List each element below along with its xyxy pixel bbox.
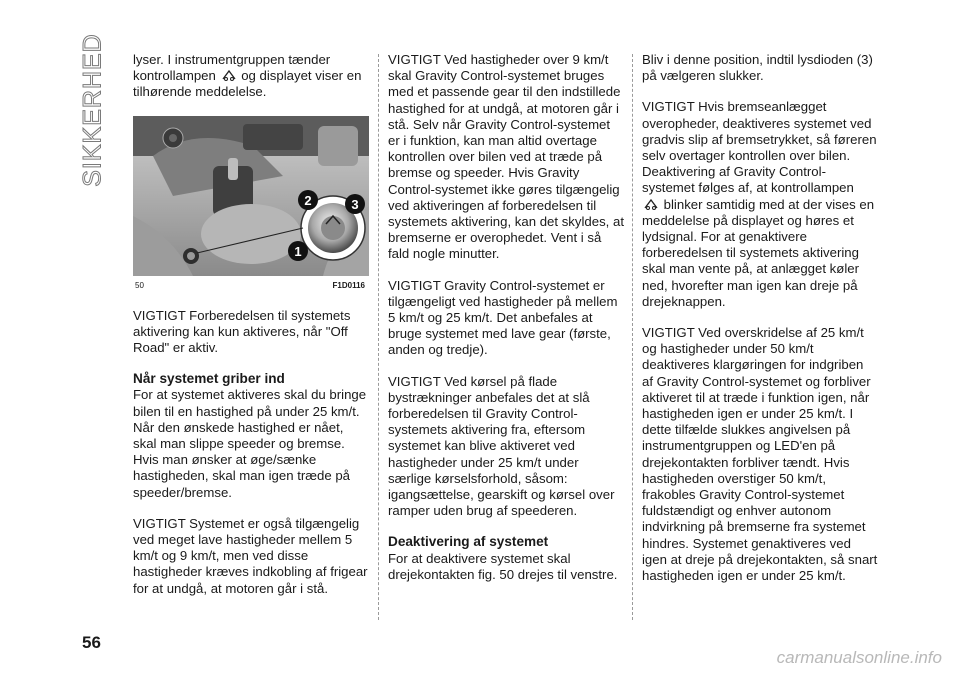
paragraph: VIGTIGT Systemet er også tilgængelig ved meget lave hastigheder mellem 5 km/t og 9 km/t, men ved disse hastigheder kræves indkobling af frigear for at undgå, at motoren går i stå. <box>133 515 368 596</box>
paragraph: For at deaktivere systemet skal drejekontakten fig. 50 drejes til venstre. <box>388 550 618 582</box>
column-3 <box>642 52 878 599</box>
paragraph: VIGTIGT Ved overskridelse af 25 km/t og hastigheder under 50 km/t deaktiveres klargøringen for indgriben af Gravity Control-systemet og forbliver aktiveret til at træde i funktion igen, når hastigheden igen er under 25 km/t. I dette tilfælde slukkes angivelsen på instrumentgruppen og LED'en på drejekontakten forbliver tændt. Hvis hastigheden overstiger 50 km/t, frakobles Gravity Control-systemet fuldstændigt og enhver autonom indvirkning på bremserne fra systemet hindres. Systemet genaktiveres ved igen at dreje på drejekontakten, så snart hastigheden igen er under 25 km/t. <box>642 325 878 584</box>
section-tab <box>78 33 108 187</box>
paragraph <box>133 52 369 101</box>
paragraph <box>642 99 878 310</box>
paragraph: VIGTIGT Forberedelsen til systemets aktivering kan kun aktiveres, når "Off Road" er aktiv. <box>133 307 351 356</box>
text-fragment: og displayet viser en tilhørende meddelelse. <box>133 68 362 100</box>
gravity-control-warning-icon <box>222 69 236 81</box>
figure-number: 50 <box>135 280 144 290</box>
column-divider <box>632 54 633 620</box>
column-2 <box>388 52 624 598</box>
page-number: 56 <box>82 633 101 652</box>
text-fragment: VIGTIGT Hvis bremseanlægget overopheder, deaktiveres systemet ved gradvis slip af bremsetrykket, så føreren selv overtager kontrollen over bilen. Deaktivering af Gravity Control-systemet følges af, at kontrollampen <box>642 99 877 196</box>
paragraph: VIGTIGT Gravity Control-systemet er tilgængeligt ved hastigheder på mellem 5 km/t og 25 km/t. Det anbefales at bruge systemet med lave gear (første, anden og tredje). <box>388 277 618 358</box>
section-heading: Når systemet griber ind <box>133 371 285 387</box>
callout-2: 2 <box>304 192 312 208</box>
figure-code: F1D0116 <box>332 280 365 290</box>
section-tab-label: SIKKERHED <box>78 33 107 187</box>
paragraph: VIGTIGT Ved kørsel på flade bystrækninger anbefales det at slå forberedelsen til Gravity Control-systemets aktivering fra, eftersom systemet kan blive aktiveret ved hastigheder under 25 km/t under særlige kørselsforhold, såsom: igangsættelse, gearskift og kørsel over ramper uden brug af speederen. <box>388 373 615 519</box>
watermark: carmanualsonline.info <box>776 648 942 667</box>
gravity-control-warning-icon <box>644 198 658 210</box>
paragraph: VIGTIGT Ved hastigheder over 9 km/t skal Gravity Control-systemet bruges med et passende gear til den indstillede hastighed for at undgå, at motoren går i stå. Selv når Gravity Control-systemet er i funktion, kan man altid overtage kontrollen over bilen ved at træde på bremse og speeder. Hvis Gravity Control-systemet ikke gøres tilgængelig ved aktiveringen af forberedelsen til systemets aktivering, kan det skyldes, at bremserne er overophedet. Vent i så fald nogle minutter. <box>388 52 625 262</box>
column-1 <box>133 52 369 612</box>
section-heading: Deaktivering af systemet <box>388 534 549 550</box>
callout-3: 3 <box>351 196 359 212</box>
figure-caption <box>133 276 369 290</box>
column-divider <box>378 54 379 620</box>
callout-1: 1 <box>294 243 302 259</box>
text-fragment: blinker samtidig med at der vises en meddelelse på displayet og høres et lydsignal. For at genaktivere forberedelsen til systemets aktivering skal man vente på, at anlægget køler ned, hvorefter man igen kan dreje på drejeknappen. <box>642 196 875 309</box>
paragraph: For at systemet aktiveres skal du bringe bilen til en hastighed på under 25 km/t. Når den ønskede hastighed er nået, skal man slippe speeder og bremse. Hvis man ønsker at øge/sænke hastigheden, skal man igen træde på speeder/bremse. <box>133 387 367 500</box>
paragraph: Bliv i denne position, indtil lysdioden (3) på vælgeren slukker. <box>642 52 873 84</box>
figure-image <box>133 116 369 276</box>
text-fragment: lyser. I instrumentgruppen tænder kontrollampen <box>133 52 331 84</box>
